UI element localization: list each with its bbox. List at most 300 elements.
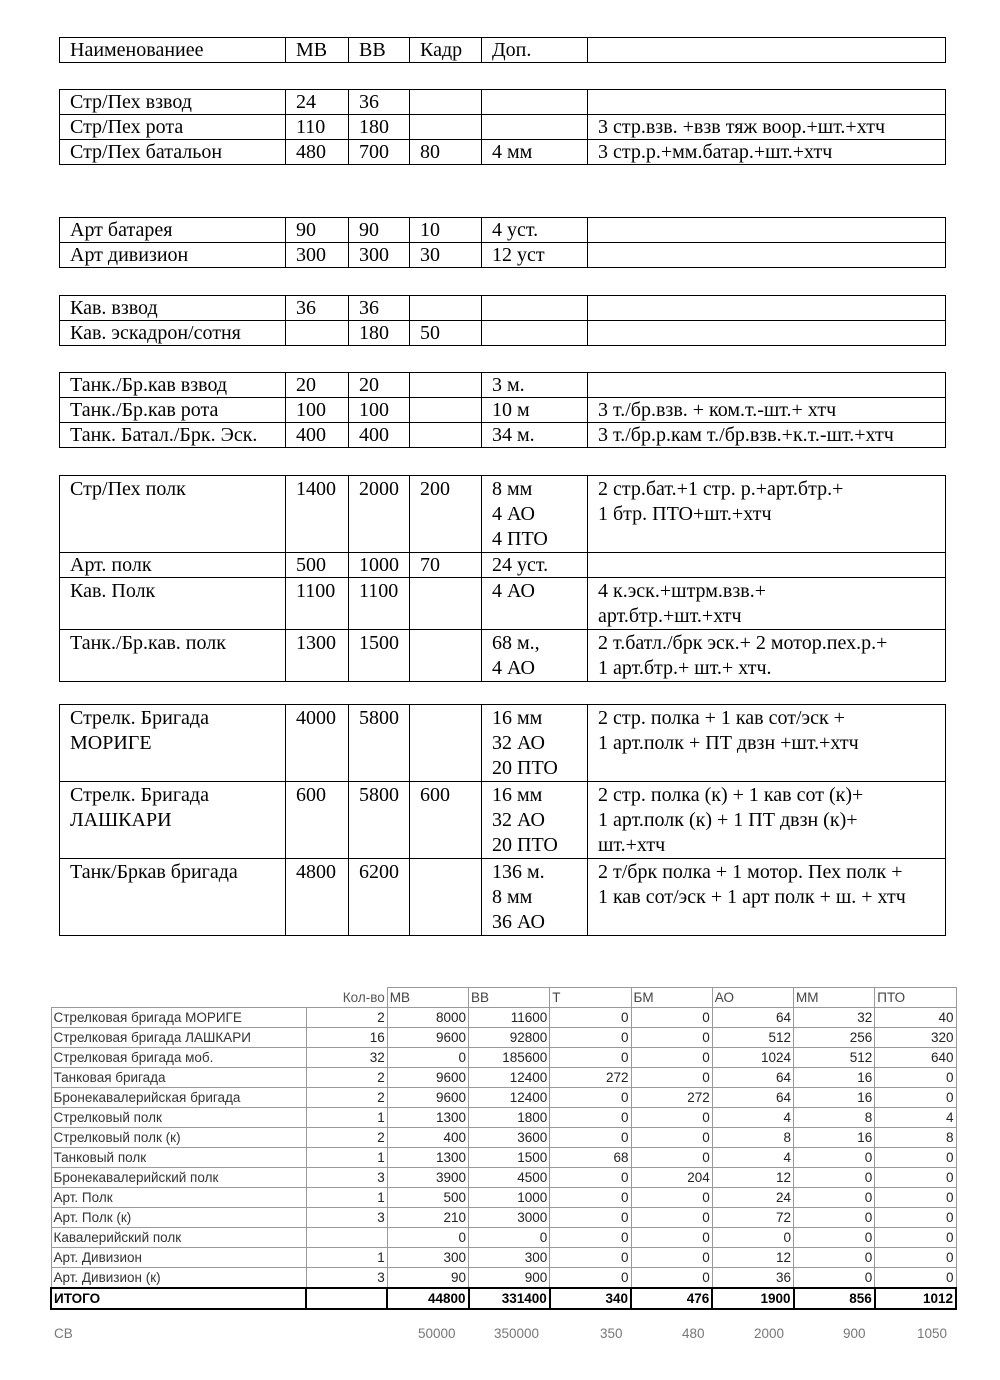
unit-name-cell: Танк./Бр.кав. полк: [60, 630, 286, 682]
sv-bm: 480: [682, 1326, 705, 1341]
sheet-row-label: Бронекавалерийский полк: [51, 1168, 306, 1188]
sheet-cell: 300: [469, 1248, 550, 1268]
mv-cell: 24: [286, 90, 349, 115]
sheet-row: [51, 1048, 956, 1068]
kadr-cell: 50: [410, 321, 482, 346]
sheet-cell: 4: [712, 1148, 793, 1168]
note-cell: 3 стр.р.+мм.батар.+шт.+хтч: [588, 140, 946, 165]
sheet-cell: 0: [875, 1268, 956, 1289]
sheet-total-cell: 331400: [469, 1288, 550, 1309]
sheet-row-label: Танковый полк: [51, 1148, 306, 1168]
sheet-header-t: Т: [550, 988, 631, 1008]
dop-cell: 4 уст.: [482, 218, 588, 243]
vv-cell: 180: [349, 115, 410, 140]
vv-cell: 36: [349, 296, 410, 321]
vv-cell: 400: [349, 423, 410, 448]
sheet-cell: 0: [631, 1228, 712, 1248]
sheet-cell: 12400: [469, 1088, 550, 1108]
dop-cell: 3 м.: [482, 373, 588, 398]
sheet-cell: 16: [794, 1068, 875, 1088]
sheet-row-label: Стрелковый полк: [51, 1108, 306, 1128]
sheet-total-cell: 856: [794, 1288, 875, 1309]
force-summary-sheet: [50, 987, 957, 1310]
unit-name-cell: Арт батарея: [60, 218, 286, 243]
mv-cell: 500: [286, 553, 349, 578]
sheet-cell: 300: [387, 1248, 468, 1268]
sheet-cell: 36: [712, 1268, 793, 1289]
sheet-cell: 1800: [469, 1108, 550, 1128]
sheet-total-cell: 476: [631, 1288, 712, 1309]
sheet-header-ao: АО: [712, 988, 793, 1008]
mv-cell: 600: [286, 782, 349, 859]
vv-cell: 1100: [349, 578, 410, 630]
unit-group-table: [59, 704, 946, 936]
sheet-cell: 12: [712, 1248, 793, 1268]
vv-cell: 1000: [349, 553, 410, 578]
sheet-cell: [306, 1228, 387, 1248]
sheet-total-cell: 1012: [875, 1288, 956, 1309]
sv-mv: 50000: [418, 1326, 456, 1341]
sheet-row: [51, 1128, 956, 1148]
sheet-row: [51, 1168, 956, 1188]
sheet-cell: 32: [306, 1048, 387, 1068]
sheet-cell: 4500: [469, 1168, 550, 1188]
vv-cell: ВВ: [349, 38, 410, 63]
sheet-cell: 1: [306, 1248, 387, 1268]
header-row: [60, 38, 946, 63]
sheet-total-cell: [306, 1288, 387, 1309]
unit-name-cell: Арт дивизион: [60, 243, 286, 268]
mv-cell: МВ: [286, 38, 349, 63]
sv-vv: 350000: [494, 1326, 540, 1341]
sheet-header-pto: ПТО: [875, 988, 956, 1008]
unit-row: [60, 423, 946, 448]
unit-name-cell: Стр/Пех полк: [60, 476, 286, 553]
sheet-cell: 3: [306, 1268, 387, 1289]
sheet-cell: 1: [306, 1148, 387, 1168]
note-cell: 3 т./бр.взв. + ком.т.-шт.+ хтч: [588, 398, 946, 423]
kadr-cell: [410, 296, 482, 321]
sheet-cell: 3: [306, 1168, 387, 1188]
sheet-cell: 0: [631, 1028, 712, 1048]
sheet-cell: 1: [306, 1188, 387, 1208]
unit-row: [60, 321, 946, 346]
sheet-cell: 0: [550, 1128, 631, 1148]
vv-cell: 90: [349, 218, 410, 243]
sheet-cell: 0: [550, 1268, 631, 1289]
note-cell: 2 стр. полка (к) + 1 кав сот (к)+ 1 арт.полк (к) + 1 ПТ двзн (к)+ шт.+хтч: [588, 782, 946, 859]
sheet-row: [51, 1268, 956, 1289]
unit-row: [60, 398, 946, 423]
sheet-cell: 2: [306, 1068, 387, 1088]
sheet-cell: 0: [794, 1248, 875, 1268]
sheet-cell: 0: [631, 1068, 712, 1088]
mv-cell: 90: [286, 218, 349, 243]
sheet-body: [51, 1008, 956, 1289]
unit-row: [60, 578, 946, 630]
unit-name-cell: Кав. эскадрон/сотня: [60, 321, 286, 346]
unit-group-table: [59, 217, 946, 268]
dop-cell: 10 м: [482, 398, 588, 423]
vv-cell: 180: [349, 321, 410, 346]
note-cell: [588, 218, 946, 243]
sheet-cell: 3900: [387, 1168, 468, 1188]
vv-cell: 700: [349, 140, 410, 165]
sheet-cell: 0: [794, 1148, 875, 1168]
sheet-cell: 8: [794, 1108, 875, 1128]
unit-row: [60, 782, 946, 859]
note-cell: 4 к.эск.+штрм.взв.+ арт.бтр.+шт.+хтч: [588, 578, 946, 630]
sheet-row: [51, 1248, 956, 1268]
mv-cell: 20: [286, 373, 349, 398]
unit-row: [60, 476, 946, 553]
sheet-cell: 0: [631, 1248, 712, 1268]
note-cell: [588, 90, 946, 115]
mv-cell: 400: [286, 423, 349, 448]
sheet-cell: 900: [469, 1268, 550, 1289]
sheet-cell: 3600: [469, 1128, 550, 1148]
mv-cell: [286, 321, 349, 346]
sheet-cell: 0: [794, 1168, 875, 1188]
sheet-cell: 0: [631, 1148, 712, 1168]
kadr-cell: [410, 398, 482, 423]
sheet-header-vv: ВВ: [469, 988, 550, 1008]
sheet-cell: 0: [631, 1268, 712, 1289]
sheet-row-label: Стрелковая бригада моб.: [51, 1048, 306, 1068]
sheet-cell: 0: [794, 1268, 875, 1289]
note-cell: [588, 38, 946, 63]
sheet-cell: 0: [550, 1168, 631, 1188]
vv-cell: 100: [349, 398, 410, 423]
sheet-cell: 9600: [387, 1028, 468, 1048]
dop-cell: 4 АО: [482, 578, 588, 630]
sheet-header-row: [51, 988, 956, 1008]
dop-cell: 24 уст.: [482, 553, 588, 578]
dop-cell: [482, 115, 588, 140]
note-cell: 2 стр. полка + 1 кав сот/эск + 1 арт.полк + ПТ двзн +шт.+хтч: [588, 705, 946, 782]
sheet-cell: 320: [875, 1028, 956, 1048]
sheet-cell: 72: [712, 1208, 793, 1228]
unit-group-table: [59, 295, 946, 346]
sv-pto: 1050: [917, 1326, 948, 1341]
unit-name-cell: Стр/Пех взвод: [60, 90, 286, 115]
note-cell: 2 т.батл./брк эск.+ 2 мотор.пех.р.+ 1 арт.бтр.+ шт.+ хтч.: [588, 630, 946, 682]
kadr-cell: [410, 423, 482, 448]
sheet-cell: 8000: [387, 1008, 468, 1028]
header-table: [59, 37, 946, 63]
sheet-cell: 0: [631, 1108, 712, 1128]
sheet-cell: 0: [794, 1208, 875, 1228]
sheet-cell: 0: [550, 1008, 631, 1028]
sheet-cell: 512: [794, 1048, 875, 1068]
sheet-cell: 64: [712, 1068, 793, 1088]
sheet-row-label: Танковая бригада: [51, 1068, 306, 1088]
unit-name-cell: Стр/Пех рота: [60, 115, 286, 140]
unit-row: [60, 218, 946, 243]
sheet-row-label: Стрелковая бригада ЛАШКАРИ: [51, 1028, 306, 1048]
unit-name-cell: Кав. взвод: [60, 296, 286, 321]
note-cell: [588, 296, 946, 321]
mv-cell: 110: [286, 115, 349, 140]
note-cell: 3 т./бр.р.кам т./бр.взв.+к.т.-шт.+хтч: [588, 423, 946, 448]
sheet-cell: 2: [306, 1128, 387, 1148]
sheet-cell: 0: [631, 1128, 712, 1148]
sheet-cell: 9600: [387, 1088, 468, 1108]
vv-cell: 1500: [349, 630, 410, 682]
sheet-cell: 0: [387, 1048, 468, 1068]
sheet-row-label: Арт. Полк (к): [51, 1208, 306, 1228]
note-cell: [588, 243, 946, 268]
sheet-cell: 0: [631, 1188, 712, 1208]
sheet-cell: 8: [712, 1128, 793, 1148]
unit-row: [60, 705, 946, 782]
sheet-cell: 16: [306, 1028, 387, 1048]
sheet-cell: 512: [712, 1028, 793, 1048]
sheet-total-cell: 1900: [712, 1288, 793, 1309]
sheet-row: [51, 1188, 956, 1208]
sheet-header-mv: МВ: [387, 988, 468, 1008]
sheet-row-label: Арт. Дивизион (к): [51, 1268, 306, 1289]
note-cell: 3 стр.взв. +взв тяж воор.+шт.+хтч: [588, 115, 946, 140]
sheet-header-blank: [51, 988, 306, 1008]
sheet-cell: 0: [875, 1148, 956, 1168]
dop-cell: Доп.: [482, 38, 588, 63]
sheet-cell: 2: [306, 1088, 387, 1108]
sheet-cell: 0: [875, 1188, 956, 1208]
sheet-cell: 92800: [469, 1028, 550, 1048]
sheet-cell: 9600: [387, 1068, 468, 1088]
kadr-cell: Кадр: [410, 38, 482, 63]
sheet-total-row: [51, 1288, 956, 1309]
mv-cell: 4000: [286, 705, 349, 782]
sheet-cell: 1000: [469, 1188, 550, 1208]
kadr-cell: 80: [410, 140, 482, 165]
vv-cell: 2000: [349, 476, 410, 553]
dop-cell: [482, 296, 588, 321]
kadr-cell: 200: [410, 476, 482, 553]
kadr-cell: [410, 373, 482, 398]
sheet-cell: 0: [387, 1228, 468, 1248]
note-cell: [588, 373, 946, 398]
mv-cell: 1400: [286, 476, 349, 553]
unit-name-cell: Стрелк. Бригада МОРИГЕ: [60, 705, 286, 782]
sheet-cell: 1300: [387, 1108, 468, 1128]
sheet-cell: 185600: [469, 1048, 550, 1068]
unit-name-cell: Наименованиее: [60, 38, 286, 63]
unit-row: [60, 296, 946, 321]
sheet-cell: 0: [469, 1228, 550, 1248]
sheet-cell: 2: [306, 1008, 387, 1028]
sheet-cell: 4: [875, 1108, 956, 1128]
sheet-row-label: Арт. Полк: [51, 1188, 306, 1208]
sv-label: СВ: [54, 1326, 73, 1341]
kadr-cell: [410, 115, 482, 140]
sheet-header-qty: Кол-во: [342, 989, 385, 1005]
sheet-cell: 1300: [387, 1148, 468, 1168]
sheet-row-label: Арт. Дивизион: [51, 1248, 306, 1268]
sheet-row-label: Стрелковая бригада МОРИГЕ: [51, 1008, 306, 1028]
unit-row: [60, 90, 946, 115]
kadr-cell: 600: [410, 782, 482, 859]
sheet-cell: 0: [794, 1228, 875, 1248]
sheet-cell: 0: [875, 1068, 956, 1088]
sheet-cell: 0: [875, 1228, 956, 1248]
sheet-cell: 640: [875, 1048, 956, 1068]
unit-name-cell: Танк./Бр.кав рота: [60, 398, 286, 423]
sheet-cell: 204: [631, 1168, 712, 1188]
sheet-cell: 3: [306, 1208, 387, 1228]
dop-cell: 68 м., 4 АО: [482, 630, 588, 682]
note-cell: 2 т/брк полка + 1 мотор. Пех полк + 1 кав сот/эск + 1 арт полк + ш. + хтч: [588, 859, 946, 936]
mv-cell: 4800: [286, 859, 349, 936]
sheet-row: [51, 1228, 956, 1248]
unit-row: [60, 243, 946, 268]
unit-row: [60, 140, 946, 165]
sheet-cell: 400: [387, 1128, 468, 1148]
vv-cell: 5800: [349, 782, 410, 859]
sv-ao: 2000: [754, 1326, 785, 1341]
sheet-total-cell: 44800: [387, 1288, 468, 1309]
sheet-cell: 0: [550, 1028, 631, 1048]
unit-name-cell: Танк./Бр.кав взвод: [60, 373, 286, 398]
sheet-cell: 12400: [469, 1068, 550, 1088]
kadr-cell: [410, 90, 482, 115]
sheet-cell: 272: [550, 1068, 631, 1088]
sheet-cell: 0: [550, 1208, 631, 1228]
dop-cell: 8 мм 4 АО 4 ПТО: [482, 476, 588, 553]
vv-cell: 36: [349, 90, 410, 115]
note-cell: 2 стр.бат.+1 стр. р.+арт.бтр.+ 1 бтр. ПТО+шт.+хтч: [588, 476, 946, 553]
dop-cell: 34 м.: [482, 423, 588, 448]
unit-row: [60, 630, 946, 682]
sheet-cell: 40: [875, 1008, 956, 1028]
kadr-cell: 70: [410, 553, 482, 578]
sheet-row: [51, 1108, 956, 1128]
sheet-cell: 0: [875, 1168, 956, 1188]
sheet-cell: 4: [712, 1108, 793, 1128]
vv-cell: 6200: [349, 859, 410, 936]
sheet-row: [51, 1088, 956, 1108]
kadr-cell: [410, 705, 482, 782]
sheet-cell: 0: [631, 1208, 712, 1228]
kadr-cell: 10: [410, 218, 482, 243]
sheet-cell: 0: [550, 1108, 631, 1128]
sheet-cell: 12: [712, 1168, 793, 1188]
vv-cell: 20: [349, 373, 410, 398]
sheet-cell: 16: [794, 1088, 875, 1108]
sheet-header-mm: ММ: [794, 988, 875, 1008]
mv-cell: 1100: [286, 578, 349, 630]
note-cell: [588, 321, 946, 346]
sheet-cell: 0: [550, 1088, 631, 1108]
dop-cell: 12 уст: [482, 243, 588, 268]
sheet-cell: 0: [875, 1248, 956, 1268]
sheet-cell: 0: [712, 1228, 793, 1248]
sheet-cell: 0: [875, 1208, 956, 1228]
sheet-cell: 210: [387, 1208, 468, 1228]
sheet-cell: 1024: [712, 1048, 793, 1068]
dop-cell: [482, 321, 588, 346]
dop-cell: [482, 90, 588, 115]
sheet-row: [51, 1008, 956, 1028]
sheet-header-bm: БМ: [631, 988, 712, 1008]
vv-cell: 300: [349, 243, 410, 268]
kadr-cell: [410, 859, 482, 936]
unit-name-cell: Танк. Батал./Брк. Эск.: [60, 423, 286, 448]
sheet-cell: 0: [794, 1188, 875, 1208]
kadr-cell: [410, 578, 482, 630]
unit-row: [60, 859, 946, 936]
sheet-row: [51, 1028, 956, 1048]
unit-row: [60, 553, 946, 578]
sheet-total-label: ИТОГО: [51, 1288, 306, 1309]
sheet-cell: 90: [387, 1268, 468, 1289]
sheet-cell: 272: [631, 1088, 712, 1108]
sheet-row-label: Стрелковый полк (к): [51, 1128, 306, 1148]
unit-group-table: [59, 89, 946, 165]
sheet-cell: 0: [550, 1228, 631, 1248]
dop-cell: 16 мм 32 АО 20 ПТО: [482, 782, 588, 859]
vv-cell: 5800: [349, 705, 410, 782]
sheet-cell: 0: [550, 1188, 631, 1208]
unit-name-cell: Стрелк. Бригада ЛАШКАРИ: [60, 782, 286, 859]
sheet-cell: 1: [306, 1108, 387, 1128]
sheet-cell: 8: [875, 1128, 956, 1148]
sheet-cell: 0: [631, 1008, 712, 1028]
note-cell: [588, 553, 946, 578]
unit-group-table: [59, 475, 946, 682]
dop-cell: 136 м. 8 мм 36 АО: [482, 859, 588, 936]
sheet-row: [51, 1148, 956, 1168]
sheet-row: [51, 1068, 956, 1088]
kadr-cell: [410, 630, 482, 682]
sheet-cell: 1500: [469, 1148, 550, 1168]
sheet-cell: 0: [550, 1048, 631, 1068]
sheet-cell: 16: [794, 1128, 875, 1148]
unit-group-table: [59, 372, 946, 448]
sheet-total-cell: 340: [550, 1288, 631, 1309]
sheet-cell: 64: [712, 1008, 793, 1028]
dop-cell: 16 мм 32 АО 20 ПТО: [482, 705, 588, 782]
mv-cell: 300: [286, 243, 349, 268]
sheet-cell: 256: [794, 1028, 875, 1048]
sheet-cell: 24: [712, 1188, 793, 1208]
sheet-cell: 0: [550, 1248, 631, 1268]
mv-cell: 36: [286, 296, 349, 321]
dop-cell: 4 мм: [482, 140, 588, 165]
sheet-cell: 0: [875, 1088, 956, 1108]
unit-row: [60, 373, 946, 398]
kadr-cell: 30: [410, 243, 482, 268]
sheet-cell: 68: [550, 1148, 631, 1168]
sheet-row: [51, 1208, 956, 1228]
sheet-cell: 3000: [469, 1208, 550, 1228]
unit-name-cell: Арт. полк: [60, 553, 286, 578]
mv-cell: 100: [286, 398, 349, 423]
unit-name-cell: Кав. Полк: [60, 578, 286, 630]
mv-cell: 1300: [286, 630, 349, 682]
sheet-row-label: Бронекавалерийская бригада: [51, 1088, 306, 1108]
sheet-cell: 64: [712, 1088, 793, 1108]
sheet-cell: 0: [631, 1048, 712, 1068]
sheet-cell: 32: [794, 1008, 875, 1028]
sheet-cell: 11600: [469, 1008, 550, 1028]
sv-mm: 900: [843, 1326, 866, 1341]
mv-cell: 480: [286, 140, 349, 165]
sv-t: 350: [600, 1326, 623, 1341]
unit-name-cell: Танк/Бркав бригада: [60, 859, 286, 936]
sheet-row-label: Кавалерийский полк: [51, 1228, 306, 1248]
